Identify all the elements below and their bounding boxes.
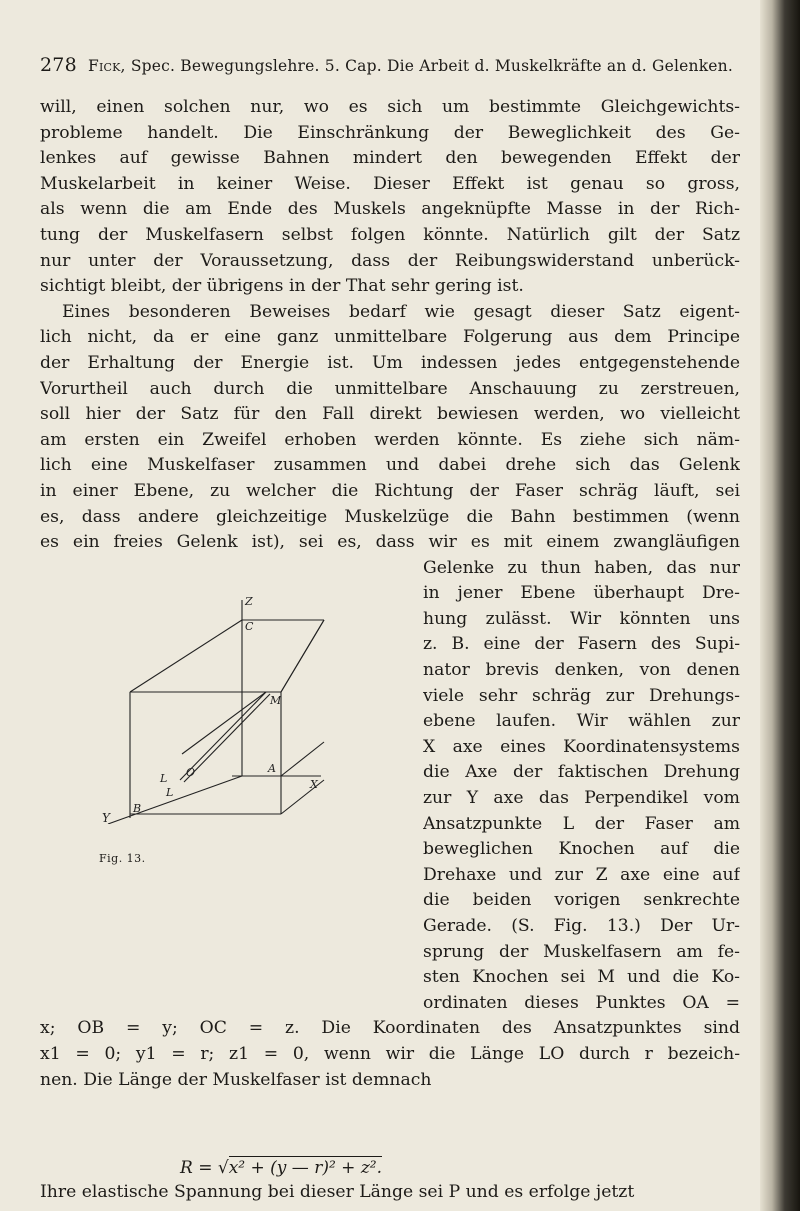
text-line: zur Y axe das Perpendikel vom (423, 788, 740, 809)
label-x: X (310, 778, 318, 791)
text-line: die Axe der faktischen Drehung (423, 762, 740, 783)
text-line: lich eine Muskelfaser zusammen und dabei drehe sich das Gelenk (40, 455, 740, 476)
label-m: M (270, 694, 282, 707)
final-text-line (40, 1182, 740, 1208)
label-c: C (245, 620, 254, 633)
text-line: beweglichen Knochen auf die (423, 839, 740, 860)
label-b: B (133, 802, 142, 815)
text-line: Vorurtheil auch durch die unmittelbare Anschauung zu zerstreuen, (40, 378, 740, 399)
label-z: Z (245, 595, 253, 608)
text-line: Muskelarbeit in keiner Weise. Dieser Effekt ist genau so gross, (40, 173, 740, 194)
text-line: es ein freies Gelenk ist), sei es, dass wir es mit einem zwangläufigen (40, 532, 740, 553)
text-line: Gelenke zu thun haben, das nur (423, 557, 740, 578)
label-a: A (268, 762, 276, 775)
text-line: Ihre elastische Spannung bei dieser Länge sei P und es erfolge jetzt (40, 1182, 635, 1202)
back-diagonal-left (130, 620, 242, 692)
text-line: z. B. eine der Fasern des Supi- (423, 634, 740, 655)
text-line: in jener Ebene überhaupt Dre- (423, 583, 740, 604)
mid-diagonal (281, 620, 324, 692)
text-line: nator brevis denken, von denen (423, 660, 740, 681)
text-line: in einer Ebene, zu welcher die Richtung der Faser schräg läuft, sei (40, 480, 740, 501)
label-o: O (186, 766, 196, 779)
axis-diagonal-right (281, 742, 324, 776)
label-l_upper: L (160, 772, 168, 785)
book-gutter-shadow (760, 0, 800, 1211)
text-line: hung zulässt. Wir könnten uns (423, 608, 740, 629)
figure-caption: Fig. 13. (99, 852, 146, 865)
text-line: tung der Muskelfasern selbst folgen könnte. Natürlich gilt der Satz (40, 224, 740, 245)
figure-13-diagram (98, 592, 326, 824)
text-line: nur unter der Voraussetzung, dass der Reibungswiderstand unberück- (40, 250, 740, 271)
wrapped-text-column (423, 556, 740, 1017)
text-line: es, dass andere gleichzeitige Muskelzüge die Bahn bestimmen (wenn (40, 506, 740, 527)
text-line: sten Knochen sei M und die Ko- (423, 967, 740, 988)
text-line: x1 = 0; y1 = r; z1 = 0, wenn wir die Länge LO durch r bezeich- (40, 1043, 740, 1064)
text-line: viele sehr schräg zur Drehungs- (423, 685, 740, 706)
text-line: Ansatzpunkte L der Faser am (423, 813, 740, 834)
page-number: 278 (40, 54, 77, 76)
running-header (40, 54, 740, 78)
y-axis-line (108, 776, 242, 824)
text-line: nen. Die Länge der Muskelfaser ist demnach (40, 1069, 432, 1090)
muscle-fiber-line-3 (182, 692, 266, 754)
text-line: lenkes auf gewisse Bahnen mindert den bewegenden Effekt der (40, 148, 740, 169)
text-line: ordinaten dieses Punktes OA = (423, 992, 740, 1013)
formula (180, 1158, 382, 1178)
text-line: als wenn die am Ende des Muskels angeknüpfte Masse in der Rich- (40, 199, 740, 220)
text-line: X axe eines Koordinatensystems (423, 736, 740, 757)
formula-lhs: R = (180, 1158, 213, 1178)
text-line: Eines besonderen Beweises bedarf wie gesagt dieser Satz eigent- (62, 301, 740, 322)
label-y: Y (102, 811, 110, 824)
text-line: die beiden vorigen senkrechte (423, 890, 740, 911)
text-line: am ersten ein Zweifel erhoben werden könnte. Es ziehe sich näm- (40, 429, 740, 450)
text-line: x; OB = y; OC = z. Die Koordinaten des Ansatzpunktes sind (40, 1018, 740, 1039)
text-line: will, einen solchen nur, wo es sich um bestimmte Gleichgewichts- (40, 97, 740, 117)
text-line: lich nicht, da er eine ganz unmittelbare Folgerung aus dem Principe (40, 327, 740, 348)
running-title-author: Fick, (88, 57, 126, 75)
muscle-fiber-line-2 (184, 694, 270, 782)
sqrt-symbol: √ (217, 1158, 229, 1178)
label-l_lower: L (166, 786, 174, 799)
text-line: probleme handelt. Die Einschränkung der Beweglichkeit des Ge- (40, 122, 740, 143)
formula-radicand: x² + (y — r)² + z². (228, 1158, 383, 1178)
text-line: soll hier der Satz für den Fall direkt bewiesen werden, wo vielleicht (40, 404, 740, 425)
running-title: Spec. Bewegungslehre. 5. Cap. Die Arbeit d. Muskelkräfte an d. Gelenken. (130, 57, 733, 75)
text-line: sichtigt bleibt, der übrigens in der That sehr gering ist. (40, 276, 524, 297)
text-line: ebene laufen. Wir wählen zur (423, 711, 740, 732)
text-line: Gerade. (S. Fig. 13.) Der Ur- (423, 916, 740, 936)
text-line: Drehaxe und zur Z axe eine auf (423, 864, 740, 885)
text-line: sprung der Muskelfasern am fe- (423, 941, 740, 962)
text-line: der Erhaltung der Energie ist. Um indessen jedes entgegenstehende (40, 352, 740, 373)
